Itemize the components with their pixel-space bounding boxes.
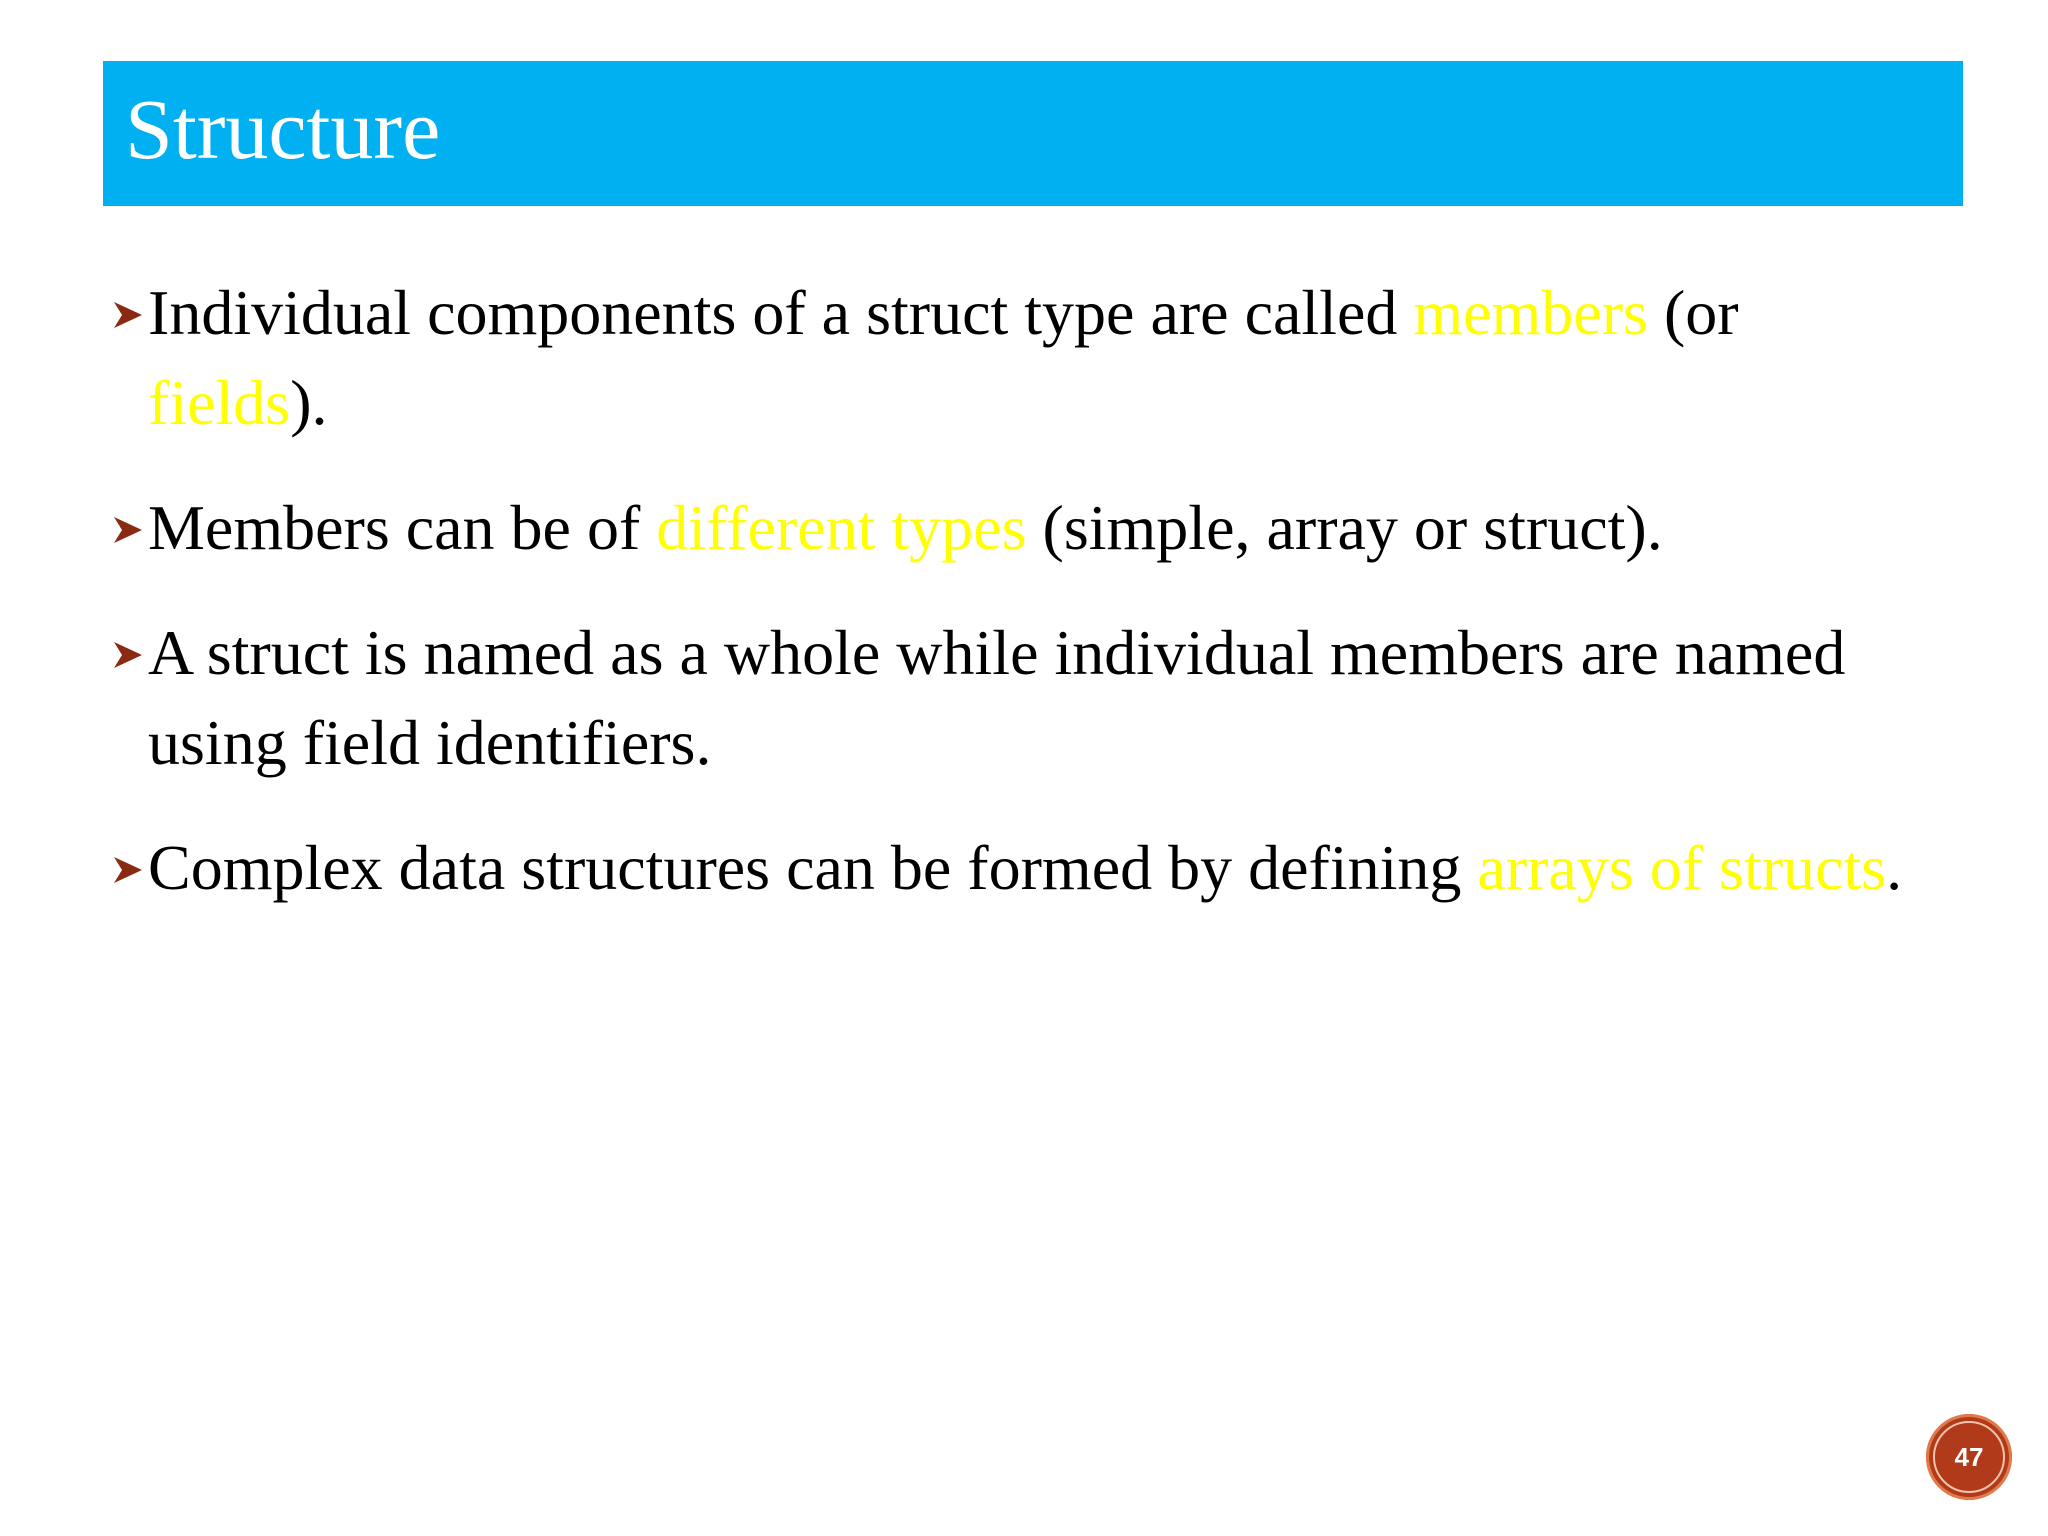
arrowhead-bullet-icon	[110, 483, 148, 573]
page-number: 47	[1954, 1442, 1984, 1472]
bullet-item	[110, 483, 1910, 573]
bullet-text: ).	[290, 367, 328, 438]
page-number-badge	[1926, 1414, 2012, 1500]
bullet-text: A struct is named as a whole while individual members are named using field identifiers.	[148, 617, 1846, 778]
highlight-text: arrays of structs	[1477, 832, 1887, 903]
bullet-text: Individual components of a struct type are called	[148, 277, 1414, 348]
bullet-text: Members can be of	[148, 492, 657, 563]
bullet-text: Complex data structures can be formed by defining	[148, 832, 1478, 903]
bullet-text: (simple, array or struct).	[1026, 492, 1663, 563]
highlight-text: fields	[148, 367, 291, 438]
bullet-item	[110, 608, 1910, 788]
bullet-item	[110, 268, 1910, 448]
arrowhead-bullet-icon	[110, 608, 148, 698]
bullet-list	[110, 268, 1910, 948]
arrowhead-bullet-icon	[110, 823, 148, 913]
highlight-text: members	[1413, 277, 1648, 348]
slide-title: Structure	[125, 81, 441, 177]
title-bar	[103, 61, 1963, 206]
highlight-text: different types	[656, 492, 1027, 563]
arrowhead-bullet-icon	[110, 268, 148, 358]
bullet-text: (or	[1647, 277, 1739, 348]
bullet-text: .	[1886, 832, 1903, 903]
bullet-item	[110, 823, 1910, 913]
